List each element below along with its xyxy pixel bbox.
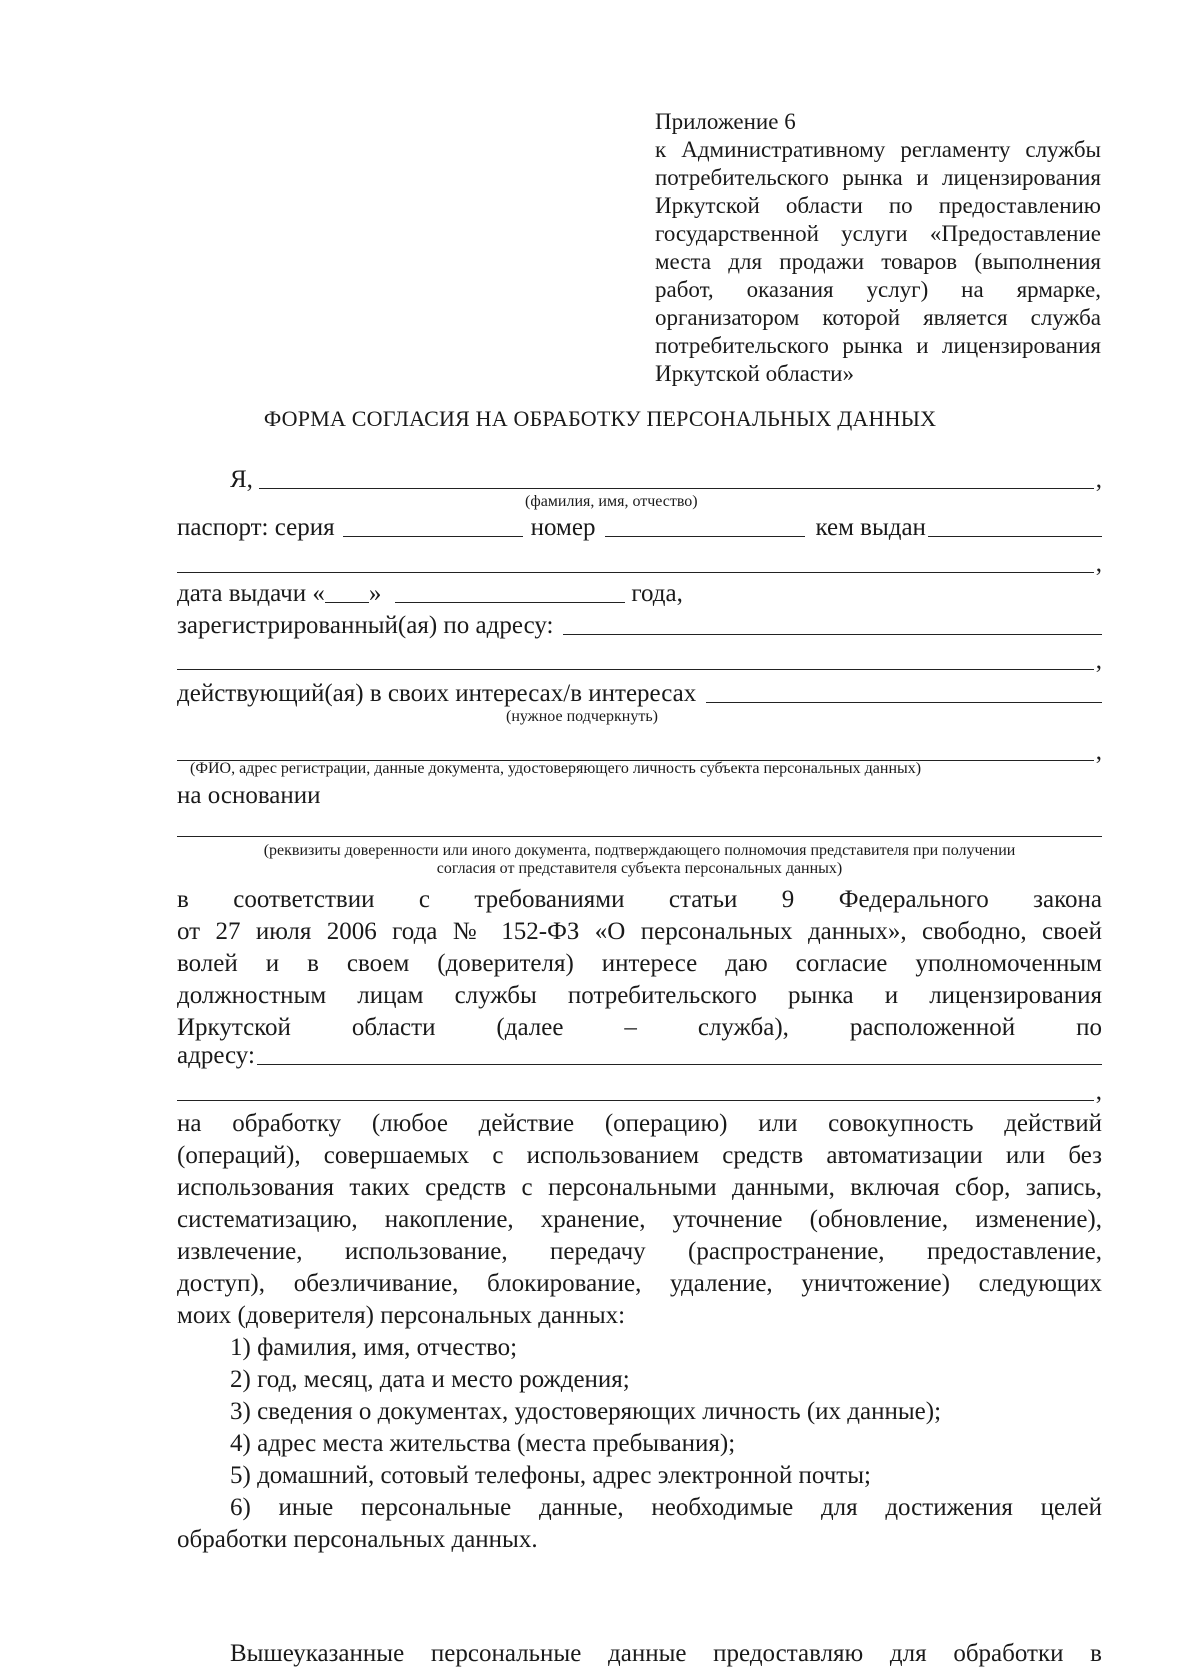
issue-date-row <box>177 578 1102 608</box>
registered-address-field-continued[interactable] <box>177 669 1094 670</box>
issue-date-close: » <box>368 580 382 607</box>
appendix-line: Иркутской области по предоставлению <box>655 193 1101 218</box>
issued-by-field[interactable] <box>928 536 1102 537</box>
appendix-line: работ, оказания услуг) на ярмарке, <box>655 277 1101 302</box>
acting-label: действующий(ая) в своих интересах/в интересах <box>177 680 697 707</box>
service-address-field-continued[interactable] <box>177 1100 1094 1101</box>
appendix-line: государственной услуги «Предоставление <box>655 221 1101 246</box>
form-title: ФОРМА СОГЛАСИЯ НА ОБРАБОТКУ ПЕРСОНАЛЬНЫХ ДАННЫХ <box>263 406 937 431</box>
issued-by-label: кем выдан <box>815 514 926 541</box>
appendix-header <box>655 108 1101 388</box>
paragraph-line: (операций), совершаемых с использованием средств автоматизации или без <box>177 1142 1102 1169</box>
appendix-line: места для продажи товаров (выполнения <box>655 249 1101 274</box>
comma: , <box>1095 647 1102 674</box>
registered-continuation-row <box>177 645 1102 675</box>
basis-caption-line: согласия от представителя субъекта персональных данных) <box>436 860 843 877</box>
issued-by-field-continued[interactable] <box>177 572 1094 573</box>
basis-label: на основании <box>177 782 321 809</box>
passport-row <box>177 512 1102 542</box>
basis-caption-line: (реквизиты доверенности или иного документа, подтверждающего полномочия представителя при получении <box>263 842 1016 859</box>
comma: , <box>1095 738 1102 765</box>
issue-month-field[interactable] <box>395 602 625 603</box>
list-item: 5) домашний, сотовый телефоны, адрес электронной почты; <box>230 1462 871 1489</box>
fio-caption: (фамилия, имя, отчество) <box>525 493 698 510</box>
address-label: адресу: <box>177 1042 255 1069</box>
passport-series-label: паспорт: серия <box>177 514 335 541</box>
appendix-line: Приложение 6 <box>655 109 796 134</box>
list-item: 3) сведения о документах, удостоверяющих личность (их данные); <box>230 1398 942 1425</box>
issued-by-continuation-row <box>177 548 1102 578</box>
paragraph-line: в соответствии с требованиями статьи 9 Федерального закона <box>177 886 1102 913</box>
issue-day-field[interactable] <box>325 602 369 603</box>
paragraph-line: использования таких средств с персональными данными, включая сбор, запись, <box>177 1174 1102 1201</box>
paragraph-line: на обработку (любое действие (операцию) или совокупность действий <box>177 1110 1102 1137</box>
basis-caption <box>177 842 1102 878</box>
list-item: 6) иные персональные данные, необходимые для достижения целей <box>230 1494 1102 1521</box>
service-address-continuation-row <box>177 1076 1102 1106</box>
paragraph-line: систематизацию, накопление, хранение, уточнение (обновление, изменение), <box>177 1206 1102 1233</box>
comma: , <box>1095 550 1102 577</box>
paragraph-line: доступ), обезличивание, блокирование, удаление, уничтожение) следующих <box>177 1270 1102 1297</box>
list-item: 4) адрес места жительства (места пребывания); <box>230 1430 736 1457</box>
appendix-line: Иркутской области» <box>655 361 854 386</box>
year-label: года, <box>631 580 683 607</box>
comma: , <box>1095 466 1102 493</box>
paragraph-line: волей и в своем (доверителя) интересе даю согласие уполномоченным <box>177 950 1102 977</box>
principal-field[interactable] <box>706 702 1102 703</box>
appendix-line: к Административному регламенту службы <box>655 137 1101 162</box>
list-item: 2) год, месяц, дата и место рождения; <box>230 1366 630 1393</box>
appendix-line: организатором которой является служба <box>655 305 1101 330</box>
final-line: Вышеуказанные персональные данные предоставляю для обработки в <box>230 1640 1102 1667</box>
principal-caption: (ФИО, адрес регистрации, данные документа, удостоверяющего личность субъекта персональных данных) <box>190 760 922 777</box>
basis-field[interactable] <box>177 836 1102 837</box>
list-item-continued: обработки персональных данных. <box>177 1526 538 1553</box>
service-address-field[interactable] <box>257 1064 1102 1065</box>
registered-label: зарегистрированный(ая) по адресу: <box>177 612 554 639</box>
paragraph-line: извлечение, использование, передачу (распространение, предоставление, <box>177 1238 1102 1265</box>
list-item: 1) фамилия, имя, отчество; <box>230 1334 518 1361</box>
basis-field-row <box>177 812 1102 842</box>
registered-row <box>177 610 1102 640</box>
service-address-row <box>177 1040 1102 1070</box>
underline-caption: (нужное подчеркнуть) <box>506 708 658 725</box>
acting-row <box>177 678 1102 708</box>
fio-field[interactable] <box>259 488 1094 489</box>
paragraph-processing <box>177 1108 1102 1332</box>
paragraph-line: моих (доверителя) персональных данных: <box>177 1302 626 1329</box>
appendix-line: потребительского рынка и лицензирования <box>655 333 1101 358</box>
issue-date-label: дата выдачи « <box>177 580 325 607</box>
paragraph-line: от 27 июля 2006 года № 152-ФЗ «О персональных данных», свободно, своей <box>177 918 1102 945</box>
passport-series-field[interactable] <box>343 536 523 537</box>
paragraph-line: Иркутской области (далее – служба), расположенной по <box>177 1014 1102 1041</box>
registered-address-field[interactable] <box>563 634 1102 635</box>
personal-data-list <box>177 1332 1102 1556</box>
appendix-line: потребительского рынка и лицензирования <box>655 165 1101 190</box>
passport-number-field[interactable] <box>605 536 805 537</box>
fio-row <box>177 464 1102 494</box>
comma: , <box>1095 1078 1102 1105</box>
paragraph-consent <box>177 884 1102 1044</box>
paragraph-line: должностным лицам службы потребительского рынка и лицензирования <box>177 982 1102 1009</box>
basis-row <box>177 780 1102 810</box>
i-label: Я, <box>230 466 253 493</box>
passport-number-label: номер <box>530 514 596 541</box>
